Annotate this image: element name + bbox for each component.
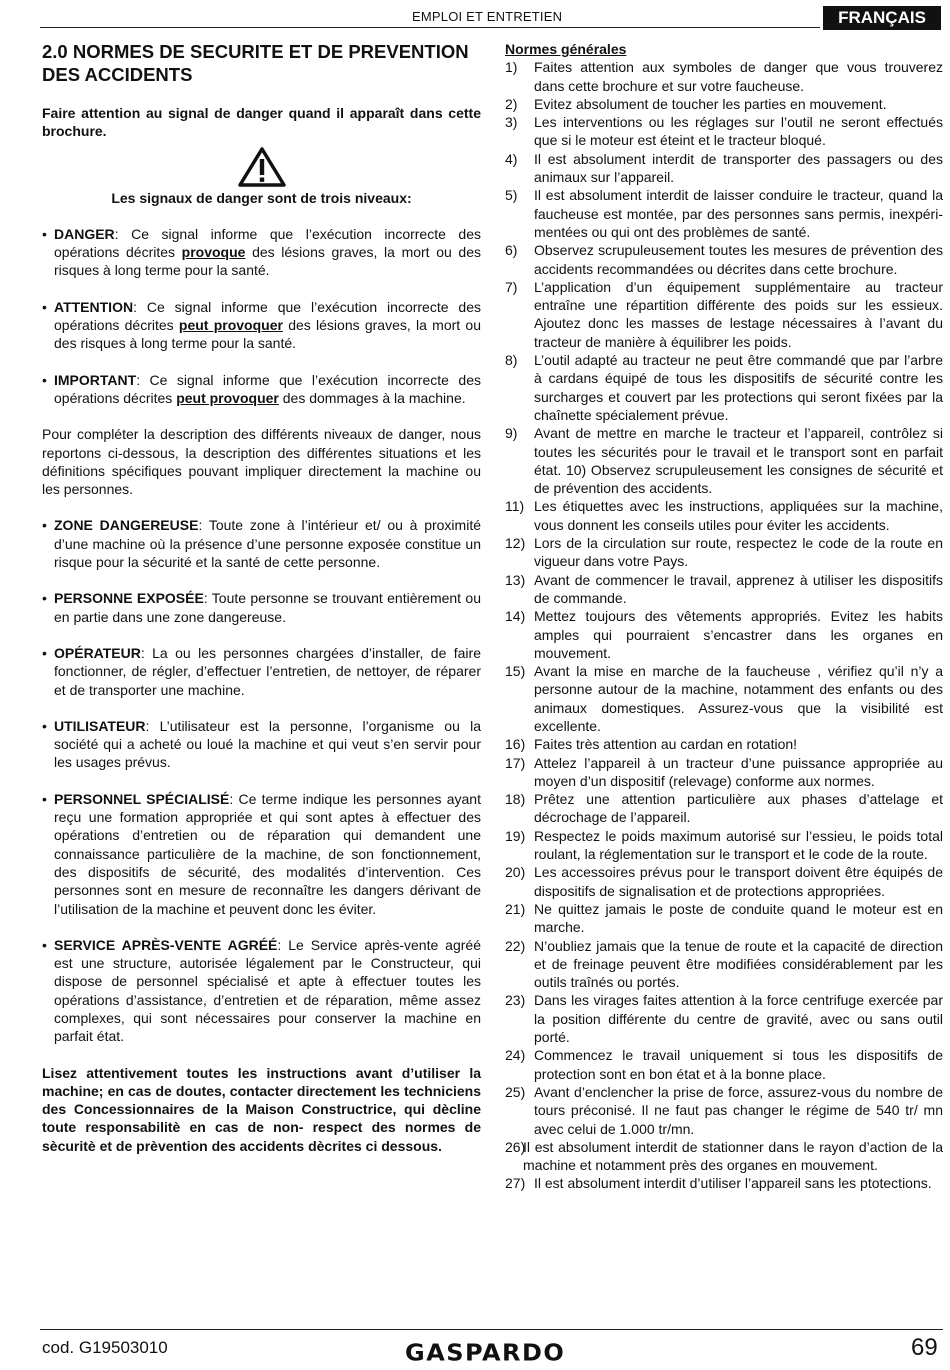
rule-item [505, 863, 943, 900]
signal-item [42, 298, 481, 353]
signal-item [42, 225, 481, 280]
rule-text: N’oubliez jamais que la tenue de route et la capacité de direction et de freinage peuvent être modifiées considérablement par les outils traînés ou portés. [534, 937, 943, 991]
definition-term: UTILISATEUR [54, 717, 146, 734]
right-column [505, 40, 943, 1193]
rule-number: 21) [505, 900, 526, 917]
rule-item [505, 1083, 943, 1138]
rule-text: Avant la mise en marche de la faucheuse , vérifiez qu’il n’y a personne autour de la machine, notamment des enfants ou des animaux domestiques. Assurez-vous que la visibilité est excellente. [534, 663, 943, 734]
rule-text: Mettez toujours des vêtements appropriés. Evitez les habits amples qui pourraient s’encastrer dans les organes en mouvement. [534, 608, 943, 661]
definition-term: OPÉRATEUR [54, 644, 141, 661]
definition-text: : Toute personne se trouvant entièrement ou en partie dans une zone dangereuse. [54, 590, 481, 625]
rule-number: 12) [505, 535, 526, 552]
rule-text: Les accessoires prévus pour le transport doivent être équipés de dispositifs de signalisation et de protections appropriées. [534, 864, 943, 899]
rule-item [505, 900, 943, 937]
rule-text: Les étiquettes avec les instructions, appliquées sur la machine, vous donnent les conseils utiles pour éviter les accidents. [534, 498, 943, 533]
rule-text: Faites attention aux symboles de danger que vous trouverez dans cette brochure et sur votre faucheuse. [534, 59, 943, 94]
warning-triangle-icon [42, 147, 481, 187]
signal-emphasis: peut provoquer [176, 389, 279, 406]
rule-number: 20) [505, 864, 526, 881]
signal-term: DANGER [54, 225, 115, 242]
rule-text: Evitez absolument de toucher les parties en mouvement. [534, 95, 887, 112]
rule-text: Commencez le travail uniquement si tous les dispositifs de protection sont en bon état et à la bonne place. [534, 1047, 943, 1082]
rule-item [505, 1046, 943, 1083]
intro-text: Faire attention au signal de danger quand il apparaît dans cette brochure. [42, 105, 481, 140]
rule-number: 19) [505, 827, 526, 844]
rule-number: 13) [505, 571, 526, 588]
header-section-title: EMPLOI ET ENTRETIEN [412, 9, 563, 24]
rule-number: 26) [505, 1138, 526, 1155]
signal-emphasis: peut provoquer [178, 317, 283, 334]
rule-number: 16) [505, 736, 526, 753]
rule-text: Les interventions ou les réglages sur l’outil ne seront effectués que si le moteur est éteint et le tracteur bloqué. [534, 114, 943, 149]
rule-number: 9) [505, 425, 518, 442]
rule-number: 7) [505, 278, 518, 295]
signal-item [42, 371, 481, 408]
rule-number: 14) [505, 608, 526, 625]
rule-item [505, 571, 943, 608]
rule-item [505, 790, 943, 827]
definition-term: ZONE DANGEREUSE [54, 517, 199, 534]
rule-number: 27) [505, 1175, 526, 1192]
definition-item [42, 936, 481, 1046]
signal-term: IMPORTANT [54, 371, 137, 388]
rule-text: Attelez l’appareil à un tracteur d’une puissance appropriée au moyen d’un dispositif (relevage) conforme aux normes. [534, 754, 943, 789]
rule-number: 22) [505, 937, 526, 954]
final-notice: Lisez attentivement toutes les instructions avant d’utiliser la machine; en cas de doutes, contacter directement les techniciens des Concessionnaires de la Maison Constructrice, qui dècline toute responsabilitè en cas de non- respect des normes de sècuritè et de prèvention des accidents dècrites ci dessous. [42, 1064, 481, 1154]
rule-item [505, 937, 943, 992]
rule-text: Avant d’enclencher la prise de force, assurez-vous du nombre de tours préconisé. Il ne faut pas changer le régime de 540 tr/ mn avec celui de 1.000 tr/mn. [534, 1083, 943, 1137]
general-rules-heading: Normes générales [505, 41, 627, 57]
rule-number: 4) [505, 150, 518, 167]
rule-number: 1) [505, 59, 518, 76]
definition-item [42, 790, 481, 918]
rule-text: Ne quittez jamais le poste de conduite quand le moteur est en marche. [534, 900, 943, 936]
definition-term: PERSONNE EXPOSÉE [54, 590, 204, 607]
document-code: cod. G19503010 [42, 1338, 168, 1357]
signal-term: ATTENTION [54, 298, 134, 315]
rule-item [505, 241, 943, 278]
danger-levels-heading: Les signaux de danger sont de trois niveaux: [111, 189, 412, 206]
rule-text: Dans les virages faites attention à la force centrifuge exercée par la position différente du centre de gravité, avec ou sans outil porté. [534, 992, 943, 1046]
signal-text: : Ce signal informe que l’exécution incorrecte des opérations décrites [54, 298, 481, 334]
rule-item [505, 1174, 943, 1192]
rule-text: Il est absolument interdit de laisser conduire le tracteur, quand la faucheuse est montée, par des personnes sans permis, inexpéri-mentées ou qui ont des problèmes de santé. [534, 187, 943, 240]
definition-text: : Le Service après-vente agréé est une structure, autorisée légalement par le Constructeur, qui dispose de personnel spécialisé et apte à effectuer toutes les opérations d’assistance, d’entretien et de réparation, même assez complexes, qui sont nécessaires pour conserver la machine en parfait état. [54, 936, 481, 1045]
rule-number: 2) [505, 95, 518, 112]
rule-number: 5) [505, 187, 518, 204]
header-rule [40, 27, 820, 28]
signal-text: des lésions graves, la mort ou des risques à long terme pour la santé. [54, 244, 481, 279]
signal-emphasis: provoque [181, 244, 246, 261]
rule-item [505, 754, 943, 791]
rule-number: 11) [505, 498, 525, 515]
rule-number: 18) [505, 791, 526, 808]
rule-text: L’outil adapté au tracteur ne peut être commandé que par l’arbre à cardans équipé de tous les dispositifs de sécurité contre les surcharges et couvert par les protections qui seront fixées par la chaînette spécialement prévue. [534, 352, 943, 423]
signal-text: des dommages à la machine. [278, 389, 466, 406]
rule-number: 17) [505, 754, 526, 771]
rule-item [505, 58, 943, 95]
rule-text: Lors de la circulation sur route, respectez le code de la route en vigueur dans votre Pays. [534, 535, 943, 570]
rule-text: Faites très attention au cardan en rotation! [534, 736, 798, 753]
rule-number: 24) [505, 1047, 526, 1064]
rule-text: Observez scrupuleusement toutes les mesures de prévention des accidents recommandées ou décrites dans cette brochure. [534, 242, 943, 277]
definition-item [42, 589, 481, 626]
rule-text: Il est absolument interdit de transporter des passagers ou des animaux sur l’appareil. [534, 150, 943, 186]
rule-item [505, 150, 943, 187]
rule-item [505, 534, 943, 571]
definition-term: SERVICE APRÈS-VENTE AGRÉÉ [54, 936, 278, 953]
rule-item [505, 424, 943, 497]
rule-number: 25) [505, 1083, 526, 1100]
rule-item [505, 607, 943, 662]
rule-text: Prêtez une attention particulière aux phases d’attelage et décrochage de l’appareil. [534, 791, 943, 826]
definition-text: : La ou les personnes chargées d’installer, de faire fonctionner, de régler, d’effectuer l’entretien, de nettoyer, de réparer et de transporter une machine. [54, 644, 481, 698]
rule-item [505, 186, 943, 241]
rule-text: L’application d’un équipement supplémentaire au tracteur entraîne une répartition différente des poids sur les essieux. Ajoutez donc les masses de lestage nécessaires à l’avant du tracteur de manière à équilibrer les poids. [534, 278, 943, 350]
rule-number: 8) [505, 352, 518, 369]
definition-text: : Ce terme indique les personnes ayant reçu une formation appropriée et qui sont aptes à effectuer des opérations d’entretien ou de réparation qui demandent une connaissance particulière de la machine, de son fonctionnement, des dispositifs de sécurité, des modalités d’intervention. Ces personnes sont en mesure de reconnaître les dangers dérivant de l’utilisation de la machine et peuvent donc les éviter. [54, 790, 481, 917]
rule-item [505, 278, 943, 351]
complement-paragraph: Pour compléter la description des différents niveaux de danger, nous reportons ci-dessous, la description des différentes situations et les définitions spécifiques pouvant impliquer directement la machine ou les personnes. [42, 426, 481, 498]
rule-item [505, 95, 943, 113]
rule-number: 3) [505, 114, 518, 131]
definition-item [42, 717, 481, 772]
brand-logo: GASPARDO [405, 1339, 566, 1367]
signal-text: : Ce signal informe que l’exécution incorrecte des opérations décrites [54, 371, 481, 406]
definition-item [42, 516, 481, 571]
rule-number: 23) [505, 992, 526, 1009]
footer-rule [40, 1329, 943, 1330]
signal-text: des lésions graves, la mort ou des risques à long terme pour la santé. [54, 317, 481, 352]
rule-item [505, 1138, 943, 1175]
rule-item [505, 827, 943, 864]
definition-text: : L’utilisateur est la personne, l’organisme ou la société qui a acheté ou loué la machine et qui veut s’en servir pour les usages prévus. [54, 717, 481, 771]
rule-item [505, 991, 943, 1046]
definition-item [42, 644, 481, 699]
signal-text: : Ce signal informe que l’exécution incorrecte des opérations décrites [54, 225, 481, 261]
rule-item [505, 497, 943, 534]
rule-text: Respectez le poids maximum autorisé sur l’essieu, le poids total roulant, la réglementation sur le transport et le code de la route. [534, 827, 943, 863]
rule-item [505, 351, 943, 424]
rule-item [505, 662, 943, 735]
language-badge: FRANÇAIS [823, 6, 941, 30]
rule-text: Avant de mettre en marche le tracteur et l’appareil, contrôlez si toutes les sécurités pour le travail et le transport sont en parfait état. 10) Observez scrupuleusement les consignes de sécurité et de prévention des accidents. [534, 425, 943, 497]
rule-number: 15) [505, 663, 526, 680]
general-rules-list [505, 58, 943, 1192]
definition-text: : Toute zone à l’intérieur et/ ou à proximité d’une machine où la présence d’une personne exposée constitue un risque pour la sécurité et la santé de cette personne. [54, 517, 481, 571]
definition-term: PERSONNEL SPÉCIALISÉ [54, 790, 230, 807]
left-column [42, 40, 481, 1155]
rule-text: Il est absolument interdit de stationner dans le rayon d’action de la machine et notamment près des organes en mouvement. [523, 1138, 943, 1174]
rule-number: 6) [505, 242, 518, 259]
section-title: 2.0 NORMES DE SECURITE ET DE PREVENTION DES ACCIDENTS [42, 41, 469, 85]
rule-text: Avant de commencer le travail, apprenez à utiliser les dispositifs de commande. [534, 571, 943, 606]
page-number: 69 [911, 1334, 938, 1361]
rule-text: Il est absolument interdit d’utiliser l’appareil sans les ptotections. [534, 1175, 932, 1192]
rule-item [505, 113, 943, 150]
rule-item [505, 735, 943, 753]
